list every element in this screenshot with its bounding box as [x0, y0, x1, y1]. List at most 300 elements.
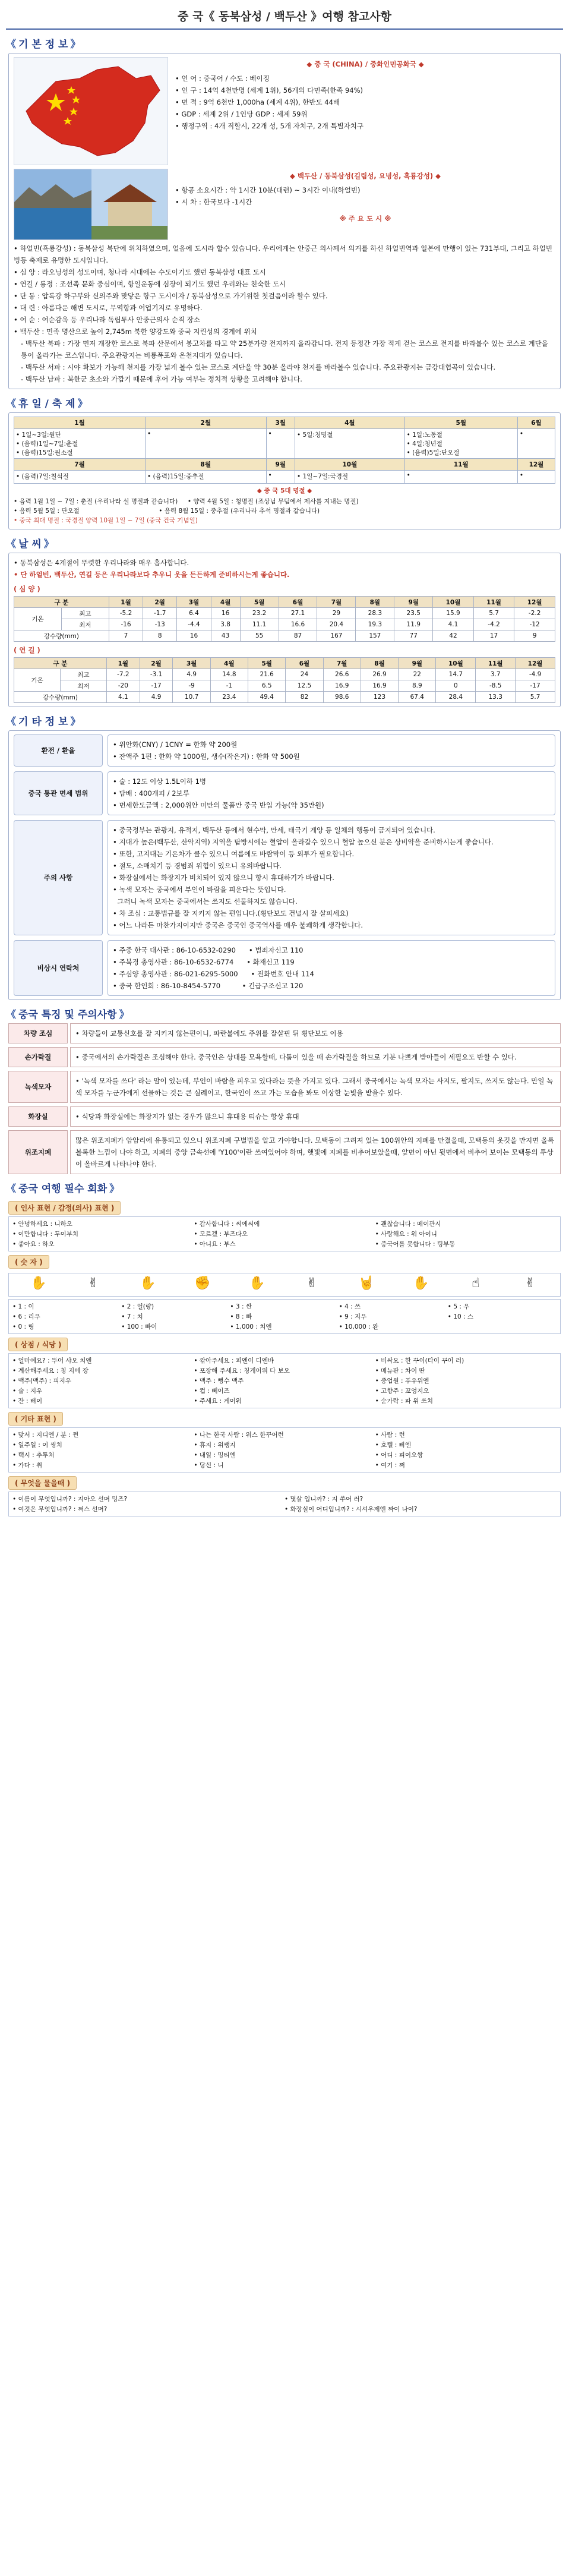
phrase-item: • 가다 : 취 — [12, 1462, 43, 1469]
col-header: 8월 — [361, 658, 398, 669]
feature-text: • 중국에서의 손가락질은 조심해야 한다. 중국인은 상대를 모욕할때, 다툼이 있을 때 손가락질을 하므로 기분 나쁘게 받아들이 세필요도 반할 수 있다. — [70, 1047, 561, 1067]
weather-cell: 23.5 — [394, 608, 433, 619]
ask-grid — [8, 1492, 561, 1516]
info-grid — [14, 734, 555, 996]
hand-sign-icon: ✌ — [306, 1276, 318, 1291]
weather-cell: -9 — [173, 680, 210, 692]
phrase-item: • 술 : 지우 — [12, 1388, 43, 1395]
weather-cell: 11.9 — [394, 619, 433, 630]
weather-cell: -1.7 — [143, 608, 177, 619]
info-label: 주의 사항 — [14, 820, 103, 935]
festival-header: ◆ 중 국 5대 명절 ◆ — [257, 487, 312, 494]
weather-cell: 28.3 — [356, 608, 394, 619]
phrase-item: • 잔 : 삐이 — [12, 1398, 43, 1405]
baekdu-north: - 백두산 북파 : 가장 먼저 개장한 코스로 북파 산문에서 봉고차를 타고 약 25분가량 전지까지 올라갑니다. 전지 등정간 가장 적게 걷는 코스로 전지를 바라볼수 있는 코스로 계단을 통이 올라가는 코스입니다. 주요관광지는 비룡폭포와 온천지대가 있습니다. — [21, 339, 548, 360]
col-header: 8월 — [356, 597, 394, 608]
phrase-item: • 여기 : 쩌 — [375, 1462, 405, 1469]
weather-cell: 23.2 — [240, 608, 279, 619]
weather-cell: 10.7 — [173, 692, 210, 703]
weather-cell: 49.4 — [248, 692, 286, 703]
holiday-cell: • — [517, 471, 555, 484]
heading-text: 기 타 정 보 — [18, 716, 68, 728]
phrase-item: • 3 : 싼 — [230, 1303, 252, 1310]
weather-cell: 42 — [433, 630, 474, 642]
weather-cell: 17 — [473, 630, 514, 642]
hand-sign-icon: ✋ — [140, 1276, 156, 1291]
weather-cell: 67.4 — [399, 692, 436, 703]
weather-cell: -2.2 — [514, 608, 555, 619]
info-value — [108, 940, 555, 996]
phrase-item: • 숟가락 : 파 위 쓰치 — [375, 1398, 434, 1405]
weather-cell: 3.7 — [476, 669, 516, 680]
holiday-cell: • 1일:노동절 • 4일:청년절 • (음력)5일:단오절 — [404, 429, 517, 459]
col-header: 10월 — [436, 658, 476, 669]
month-header: 1월 — [14, 417, 146, 429]
info-line: • 위안화(CNY) / 1CNY = 한화 약 200원 — [113, 740, 238, 749]
weather-cell: 8.9 — [399, 680, 436, 692]
info-line: • 중국정부는 관광지, 유적지, 백두산 등에서 현수막, 만세, 태극기 게양 등 일체의 행동이 금지되어 있습니다. — [113, 826, 435, 834]
weather-note: • 단 하얼빈, 백두산, 연길 등은 우리나라보다 추우니 옷을 든든하게 준비하시는게 좋습니다. — [14, 570, 290, 579]
row-label: 최저 — [61, 619, 109, 630]
weather-cell: 87 — [279, 630, 317, 642]
phrase-item: • 택시 : 추투처 — [12, 1452, 55, 1459]
feature-label: 화장실 — [8, 1106, 68, 1127]
section-info-heading: 《 기 타 정 보 》 — [6, 713, 563, 728]
numbers-grid — [8, 1299, 561, 1334]
etc-grid — [8, 1427, 561, 1473]
china-flag-map-icon — [14, 58, 167, 165]
row-label: 강수량(mm) — [14, 630, 109, 642]
info-line: • 화장실에서는 화장지가 비치되어 있지 않으니 항시 휴대하기가 바랍니다. — [113, 874, 334, 882]
info-line: • 지대가 높은(백두산, 산악지역) 지역을 탐방시에는 혈압이 올라갈수 있으니 혈압 높으신 분은 상비약을 준비하시는게 좋습니다. — [113, 838, 494, 846]
fact-language: • 언 어 : 중국어 / 수도 : 베이징 — [175, 74, 270, 83]
col-header: 7월 — [323, 658, 361, 669]
month-header: 4월 — [295, 417, 405, 429]
weather-cell: -3.1 — [140, 669, 173, 680]
phrase-item: • 비싸요 : 한 꾸이(타이 꾸이 러) — [375, 1357, 464, 1364]
col-header: 3월 — [173, 658, 210, 669]
ask-title: ( 무엇을 물을때 ) — [8, 1476, 77, 1490]
festival-line: • 음력 1월 1일 ~ 7일 : 춘절 (우리나라 설 명절과 같습니다) • 양력 4월 5일 : 청명절 (조상님 무덤에서 제사를 지내는 명절) — [14, 498, 359, 505]
weather-cell: -8.5 — [476, 680, 516, 692]
phrase-item: • 10,000 : 완 — [339, 1323, 379, 1330]
info-label: 환전 / 환율 — [14, 734, 103, 767]
festival-line: • 음력 5월 5일 : 단오절 • 음력 8월 15일 : 중추절 (우리나라 추석 명절과 같습니다) — [14, 507, 320, 515]
phrase-item: • 모르겠 : 부즈다오 — [194, 1231, 248, 1238]
phrase-item: • 6 : 리우 — [12, 1313, 40, 1320]
phrase-item: • 어디 : 피이오쌍 — [375, 1452, 423, 1459]
city-shenyang: • 심 양 : 라오닝성의 성도이며, 청나라 시대에는 수도이기도 했던 동북삼성 대표 도시 — [14, 268, 266, 276]
weather-cell: 43 — [211, 630, 240, 642]
section-features-heading: 《 중국 특징 및 주의사항 》 — [6, 1006, 563, 1021]
holiday-cell: • 5일:청명절 — [295, 429, 405, 459]
col-header: 5월 — [240, 597, 279, 608]
col-header: 6월 — [279, 597, 317, 608]
lake-photo — [14, 169, 168, 240]
col-header: 9월 — [399, 658, 436, 669]
phrase-item: • 8 : 빠 — [230, 1313, 252, 1320]
phrase-item — [448, 1322, 557, 1331]
info-line: • 어느 나라든 마찬가지이지만 중국은 중국인 중국역사를 매우 불쾌하게 생각합니다. — [113, 921, 363, 929]
col-header: 4월 — [210, 658, 248, 669]
weather-cell: 26.6 — [323, 669, 361, 680]
fact-population: • 인 구 : 14억 4천만명 (세계 1위), 56개의 다민족(한족 94%) — [175, 86, 363, 94]
info-line: • 주심양 총영사관 : 86-021-6295-5000 • 전화번호 안내 114 — [113, 970, 314, 978]
weather-cell: 29 — [317, 608, 356, 619]
phrase-item: • 100 : 빠이 — [121, 1323, 157, 1330]
phrase-item: • 당신 : 니 — [194, 1462, 224, 1469]
china-map — [14, 57, 168, 165]
phrase-item: • 포장해 주세요 : 칭게이워 다 보오 — [194, 1367, 290, 1374]
holiday-cell: • 1일~7일:국경절 — [295, 471, 405, 484]
weather-cell: 16.9 — [323, 680, 361, 692]
weather-cell: -1 — [210, 680, 248, 692]
info-line: • 중국 한인회 : 86-10-8454-5770 • 긴급구조신고 120 — [113, 982, 304, 990]
weather-cell: 27.1 — [279, 608, 317, 619]
weather-cell: -12 — [514, 619, 555, 630]
phrase-item: • 0 : 링 — [12, 1323, 34, 1330]
city-yanji: • 연길 / 룡정 : 조선족 문화 중심이며, 항일운동에 심장이 되기도 했던 우리와는 친숙한 도시 — [14, 280, 286, 288]
building-photo — [91, 169, 168, 240]
weather-cell: 14.8 — [210, 669, 248, 680]
weather-cell: -4.9 — [516, 669, 555, 680]
month-header: 11월 — [404, 459, 517, 471]
phrase-item: • 고향주 : 꼬엉지오 — [375, 1388, 429, 1395]
weather-cell: 28.4 — [436, 692, 476, 703]
fact-time-diff: • 시 차 : 한국보다 -1시간 — [175, 198, 252, 206]
month-header: 10월 — [295, 459, 405, 471]
col-header: 11월 — [476, 658, 516, 669]
info-value — [108, 734, 555, 767]
col-header: 5월 — [248, 658, 286, 669]
info-box — [8, 730, 561, 1000]
feature-label: 녹색모자 — [8, 1071, 68, 1103]
feature-label: 차량 조심 — [8, 1023, 68, 1043]
holiday-cell: • (음력)7일:칠석절 — [14, 471, 146, 484]
hand-sign-icon: 🤘 — [358, 1276, 375, 1291]
dongbei-facts — [168, 169, 555, 240]
row-label: 강수량(mm) — [14, 692, 107, 703]
city-dalian: • 대 련 : 아름다운 해변 도시로, 무역항과 어업기지로 유명하다. — [14, 304, 203, 312]
col-header: 4월 — [211, 597, 240, 608]
col-header: 9월 — [394, 597, 433, 608]
info-line: • 녹색 모자는 중국에서 부인이 바람을 피운다는 뜻입니다. — [113, 885, 286, 894]
info-label: 비상시 연락처 — [14, 940, 103, 996]
weather-cell: 5.7 — [473, 608, 514, 619]
hand-sign-icon: ✌ — [524, 1276, 536, 1291]
col-header: 6월 — [286, 658, 323, 669]
holiday-table — [14, 417, 555, 484]
weather-cell: 20.4 — [317, 619, 356, 630]
weather-cell: 4.1 — [106, 692, 140, 703]
weather-cell: -5.2 — [109, 608, 143, 619]
weather-cell: 98.6 — [323, 692, 361, 703]
holiday-cell: • — [266, 471, 295, 484]
shenyang-weather-table — [14, 596, 555, 642]
weather-cell: 4.1 — [433, 619, 474, 630]
feature-text: • 식당과 화장실에는 화장지가 없는 경우가 많으니 휴대용 티슈는 항상 휴대 — [70, 1106, 561, 1127]
shenyang-title: ( 심 양 ) — [14, 585, 40, 593]
info-value — [108, 820, 555, 935]
basic-info-box — [8, 53, 561, 389]
cities-header: ※ 주 요 도 시 ※ — [339, 215, 391, 223]
phrase-item: • 괜찮습니다 : 메이관시 — [375, 1221, 441, 1228]
section-basic-heading: 《 기 본 정 보 》 — [6, 36, 563, 51]
section-weather-heading: 《 날 씨 》 — [6, 535, 563, 550]
city-harbin: • 하얼빈(흑룡강성) : 동북삼성 북단에 위치하였으며, 얼음에 도시라 할수 있습니다. 우리에게는 안중근 의사께서 의거를 하신 하얼빈역과 일본에 만행이 있는 731부대, 그리고 하얼빈 빙등 축제로 유명한 도시입니다. — [14, 244, 552, 264]
weather-cell: 11.1 — [240, 619, 279, 630]
weather-cell: 23.4 — [210, 692, 248, 703]
col-header: 2월 — [143, 597, 177, 608]
weather-cell: 22 — [399, 669, 436, 680]
phrase-item: • 1,000 : 치엔 — [230, 1323, 272, 1330]
phrase-item: • 이만합니다 : 두이부치 — [12, 1231, 79, 1238]
phrase-item: • 휴지 : 위쌩지 — [194, 1442, 236, 1449]
row-label: 최고 — [61, 608, 109, 619]
phrase-item: • 중국어를 못합니다 : 팅부동 — [375, 1241, 456, 1248]
weather-cell: -13 — [143, 619, 177, 630]
baekdu-lake-photo — [14, 169, 91, 240]
weather-cell: -17 — [516, 680, 555, 692]
city-list — [14, 242, 555, 385]
baekdu-west: - 백두산 서파 : 시야 확보가 가능해 천지를 가장 넓게 볼수 있는 코스로 계단을 약 30분 올라야 천지를 바라볼수 있습니다. 주요관광지는 금강대협곡이 있습니다. — [21, 363, 496, 371]
country-facts — [168, 57, 555, 165]
weather-note: • 동북삼성은 4계절이 뚜렷한 우리나라와 매우 흡사합니다. — [14, 559, 189, 567]
greet-grid — [8, 1216, 561, 1251]
dongbei-header: ◆ 백두산 / 동북삼성(길림성, 요녕성, 흑룡강성) ◆ — [289, 172, 441, 180]
month-header: 3월 — [266, 417, 295, 429]
fact-flight-time: • 항공 소요시간 : 약 1시간 10분(대련) ~ 3시간 이내(하얼빈) — [175, 186, 361, 194]
holiday-cell: • 1일~3일:원단 • (음력)1일~7일:춘절 • (음력)15일:원소절 — [14, 429, 146, 459]
phrase-item: • 얼마예요? : 뚜어 샤오 치엔 — [12, 1357, 92, 1364]
phrase-item: • 호텔 : 삐엔 — [375, 1442, 411, 1449]
shop-grid — [8, 1353, 561, 1408]
phrase-item: • 7 : 치 — [121, 1313, 143, 1320]
hand-sign-icon: ✊ — [194, 1276, 211, 1291]
weather-cell: 24 — [286, 669, 323, 680]
col-header: 구 분 — [14, 597, 109, 608]
phrase-item: • 주세요 : 게이워 — [194, 1398, 242, 1405]
phrase-item: • 2 : 얼(량) — [121, 1303, 154, 1310]
phrase-item: • 1 : 이 — [12, 1303, 34, 1310]
phrase-item: • 4 : 쓰 — [339, 1303, 361, 1310]
weather-cell: -4.2 — [473, 619, 514, 630]
weather-cell: 4.9 — [140, 692, 173, 703]
phrase-item: • 좋아요 : 하오 — [12, 1241, 55, 1248]
col-header: 12월 — [516, 658, 555, 669]
weather-cell: 16 — [211, 608, 240, 619]
weather-cell: 15.9 — [433, 608, 474, 619]
info-line: • 또한, 고지대는 기온차가 클수 있으니 여름에도 바람막이 등 외투가 필요합니다. — [113, 850, 355, 858]
phrase-item: • 감사합니다 : 씨에씨에 — [194, 1221, 260, 1228]
weather-cell: -7.2 — [106, 669, 140, 680]
holiday-cell: • — [145, 429, 266, 459]
month-header: 12월 — [517, 459, 555, 471]
phrase-item: • 사랑해요 : 워 아이니 — [375, 1231, 437, 1238]
month-header: 8월 — [145, 459, 266, 471]
row-label: 최고 — [60, 669, 106, 680]
weather-cell: 9 — [514, 630, 555, 642]
weather-cell: 19.3 — [356, 619, 394, 630]
phrase-item: • 컵 : 뻬이즈 — [194, 1388, 230, 1395]
heading-text: 중국 여행 필수 회화 — [18, 1183, 108, 1195]
month-header: 2월 — [145, 417, 266, 429]
weather-cell: 13.3 — [476, 692, 516, 703]
page-title: 중 국《 동북삼성 / 백두산 》여행 참고사항 — [6, 4, 563, 30]
phrase-item: • 이름이 무엇입니까? : 지아오 선머 밍즈? — [12, 1496, 128, 1503]
holiday-cell: • — [404, 471, 517, 484]
hand-sign-icon: ✋ — [30, 1276, 47, 1291]
info-line: • 담배 : 400개피 / 2보루 — [113, 789, 189, 797]
weather-cell: 14.7 — [436, 669, 476, 680]
feature-text: • 차량들이 교통신호를 잘 지키지 않는편이니, 파란불에도 주위를 잘살핀 뒤 횡단보도 이용 — [70, 1023, 561, 1043]
phrase-item: • 메뉴판 : 차이 딴 — [375, 1367, 425, 1374]
holiday-cell: • — [517, 429, 555, 459]
weather-cell: 167 — [317, 630, 356, 642]
conversation-box — [6, 1197, 563, 1516]
weather-cell: -16 — [109, 619, 143, 630]
phrase-item: • 나는 한국 사람 : 워스 한꾸어런 — [194, 1432, 284, 1439]
phrase-item: • 맞서 : 지디엔 / 분 : 쩐 — [12, 1432, 79, 1439]
info-line: 그러니 녹색 모자는 중국에서는 쓰지도 선물하지도 않습니다. — [113, 897, 298, 906]
holiday-box — [8, 412, 561, 529]
weather-cell: 6.4 — [177, 608, 211, 619]
fact-admin: • 행정구역 : 4개 직할시, 22개 성, 5개 자치구, 2개 특별자치구 — [175, 122, 363, 130]
hand-sign-icon: ✋ — [413, 1276, 429, 1291]
weather-cell: 16.6 — [279, 619, 317, 630]
info-line: • 술 : 12도 이상 1.5L이하 1병 — [113, 777, 206, 786]
phrase-item: • 맥주 : 뻥수 맥주 — [194, 1377, 244, 1385]
section-holiday-heading: 《 휴 일 / 축 제 》 — [6, 395, 563, 410]
city-dandong: • 단 동 : 압록강 하구부와 신의주와 맞닿은 항구 도시이자 / 동북삼성으로 가기위한 첫걸음이라 할수 있다. — [14, 292, 328, 300]
phrase-item: • 맥주(맥주) : 피지우 — [12, 1377, 71, 1385]
info-line: • 면세한도금액 : 2,000위안 미만의 물품만 중국 반입 가능(약 35만원) — [113, 801, 324, 809]
heading-text: 중국 특징 및 주의사항 — [18, 1009, 117, 1021]
heading-text: 날 씨 — [18, 538, 42, 550]
phrase-item: • 9 : 지우 — [339, 1313, 367, 1320]
weather-cell: 5.7 — [516, 692, 555, 703]
col-header: 10월 — [433, 597, 474, 608]
weather-cell: 6.5 — [248, 680, 286, 692]
phrase-item: • 깎아주세요 : 피엔이 디엔바 — [194, 1357, 274, 1364]
month-header: 7월 — [14, 459, 146, 471]
yanji-title: ( 연 길 ) — [14, 646, 40, 654]
weather-cell: 8 — [143, 630, 177, 642]
fact-area: • 면 적 : 9억 6천만 1,000ha (세계 4위), 한반도 44배 — [175, 98, 340, 106]
weather-cell: -4.4 — [177, 619, 211, 630]
info-label: 중국 통관 면세 범위 — [14, 771, 103, 815]
col-header: 11월 — [473, 597, 514, 608]
fact-gdp: • GDP : 세계 2위 / 1인당 GDP : 세계 59위 — [175, 110, 308, 118]
hand-sign-icon: ☝ — [472, 1276, 480, 1291]
weather-cell: 4.9 — [173, 669, 210, 680]
numbers-title: ( 숫 자 ) — [8, 1255, 49, 1269]
info-line: • 주북경 총영사관 : 86-10-6532-6774 • 화재신고 119 — [113, 958, 295, 966]
hand-signs — [8, 1273, 561, 1297]
phrase-item: • 사람 : 런 — [375, 1432, 405, 1439]
phrase-item: • 내일 : 밍티엔 — [194, 1452, 236, 1459]
weather-cell: 0 — [436, 680, 476, 692]
row-label: 최저 — [60, 680, 106, 692]
greet-title: ( 인사 표현 / 감정(의사) 표현 ) — [8, 1201, 121, 1215]
row-group-label: 기온 — [14, 669, 61, 692]
feature-label: 손가락질 — [8, 1047, 68, 1067]
city-baekdu: • 백두산 : 민족 명산으로 높이 2,745m 북한 양강도와 중국 지린성의 경계에 위치 — [14, 327, 257, 336]
col-header: 3월 — [177, 597, 211, 608]
month-header: 9월 — [266, 459, 295, 471]
baekdu-south: - 백두산 남파 : 북한군 초소와 가깝기 때문에 후어 가능 여부는 정치적 상황을 고려해야 합니다. — [21, 375, 302, 383]
hand-sign-icon: ✋ — [249, 1276, 265, 1291]
feature-text: 많은 위조지폐가 암암리에 유통되고 있으니 위조지폐 구별법을 알고 가야합니다. 모택동이 그려져 있는 100위안의 지폐를 만졌을때, 모택동의 옷깃을 만지면 올록볼록한 느낌이 나야 하고, 지폐의 중앙 금속선에 'Y100'이란 쓰여있어야 하며, 햇빛에 지폐를 비추어보았을때, 앞면이 아닌 뒷면에서 비추어 보이는 모택동의 투상이 올바르게 나타나야 한다. — [70, 1130, 561, 1174]
weather-cell: 3.8 — [211, 619, 240, 630]
feature-label: 위조지폐 — [8, 1130, 68, 1174]
phrase-item: • 계산해주세요 : 칭 지에 장 — [12, 1367, 88, 1374]
holiday-cell: • — [266, 429, 295, 459]
phrase-item: • 일주일 : 이 씽치 — [12, 1442, 62, 1449]
weather-cell: 21.6 — [248, 669, 286, 680]
country-header: ◆ 중 국 (CHINA) / 중화인민공화국 ◆ — [306, 60, 424, 68]
weather-cell: 26.9 — [361, 669, 398, 680]
weather-cell: 12.5 — [286, 680, 323, 692]
features-grid — [8, 1023, 561, 1174]
weather-cell: -17 — [140, 680, 173, 692]
phrase-item: • 화장실이 어디입니까? : 시셔우제엔 짜이 나이? — [284, 1506, 418, 1513]
info-value — [108, 771, 555, 815]
phrase-item: • 10 : 스 — [447, 1313, 474, 1320]
month-header: 5월 — [404, 417, 517, 429]
hand-sign-icon: ✌ — [87, 1276, 99, 1291]
info-line: • 주중 한국 대사관 : 86-10-6532-0290 • 범죄자신고 110 — [113, 946, 304, 954]
col-header: 2월 — [140, 658, 173, 669]
weather-box — [8, 553, 561, 707]
heading-text: 기 본 정 보 — [18, 39, 68, 51]
yanji-weather-table — [14, 657, 555, 703]
phrase-item: • 중업원 : 푸우위엔 — [375, 1377, 429, 1385]
city-lushun: • 여 순 : 여순감옥 등 우리나라 독립투사 안중근의사 순직 장소 — [14, 316, 200, 324]
col-header: 1월 — [109, 597, 143, 608]
col-header: 1월 — [106, 658, 140, 669]
weather-cell: 123 — [361, 692, 398, 703]
col-header: 7월 — [317, 597, 356, 608]
weather-cell: 77 — [394, 630, 433, 642]
heading-text: 휴 일 / 축 제 — [18, 398, 75, 410]
col-header: 12월 — [514, 597, 555, 608]
info-line: • 절도, 소매치기 등 경범죄 위험이 있으니 유의바랍니다. — [113, 862, 282, 870]
phrase-item: • 몇살 입니까? : 지 쑤어 러? — [284, 1496, 363, 1503]
month-header: 6월 — [517, 417, 555, 429]
weather-cell: -20 — [106, 680, 140, 692]
weather-cell: 55 — [240, 630, 279, 642]
phrase-item: • 안녕하세요 : 니하오 — [12, 1221, 72, 1228]
weather-cell: 16.9 — [361, 680, 398, 692]
festivals — [14, 486, 555, 525]
phrase-item: • 아니요 : 부스 — [194, 1241, 236, 1248]
weather-cell: 82 — [286, 692, 323, 703]
feature-text: • '녹색 모자를 쓰다' 라는 말이 있는데, 부인이 바람을 피우고 있다라는 뜻을 가지고 있다. 그래서 중국에서는 녹색 모자는 사지도, 팔지도, 쓰지도 않는다. 만일 녹색 모자를 누군가에게 선물하는 것은 큰 실례이고, 한국인이 쓰고 가는 모습을 봐도 이상한 눈빛을 받을수 있다. — [70, 1071, 561, 1103]
festival-line: • 중국 최대 명절 : 국경절 양력 10월 1일 ~ 7일 (중국 건국 기념일) — [14, 517, 198, 524]
holiday-cell: • (음력)15일:중추절 — [145, 471, 266, 484]
shop-title: ( 상점 / 식당 ) — [8, 1338, 68, 1351]
col-header: 구 분 — [14, 658, 107, 669]
info-line: • 잔액주 1편 : 한화 약 1000원, 생수(작은거) : 한화 약 500원 — [113, 752, 300, 761]
weather-cell: 157 — [356, 630, 394, 642]
info-line: • 차 조심 : 교통법규를 잘 지키지 않는 편입니다.(횡단보도 건널시 잘 살피세요) — [113, 909, 349, 917]
phrase-item: • 여것은 무엇입니까? : 쩌스 선머? — [12, 1506, 108, 1513]
row-group-label: 기온 — [14, 608, 62, 630]
weather-cell: 16 — [177, 630, 211, 642]
etc-title: ( 기타 표현 ) — [8, 1412, 63, 1426]
phrase-item: • 5 : 우 — [447, 1303, 470, 1310]
